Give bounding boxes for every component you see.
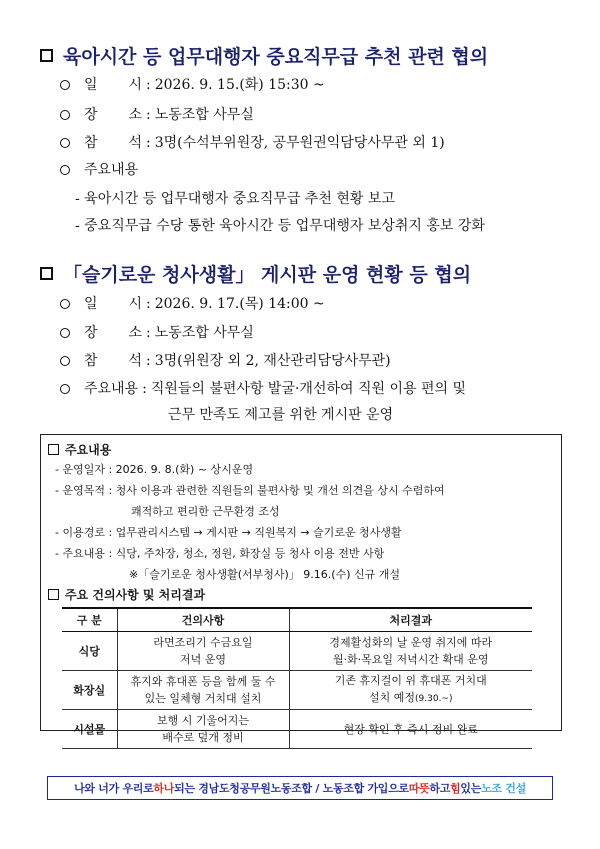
section-title-2-text: 「슬기로운 청사생활」 게시판 운영 현황 등 협의 [63,264,472,286]
circle-bullet-icon [60,110,70,120]
place-label: 장 소 [84,107,142,123]
checkbox-square-icon [40,267,53,280]
meeting2-date-value: 2026. 9. 17.(목) 14:00 ~ [154,296,325,312]
circle-bullet-icon [60,138,70,148]
box-line-4: - 이용경로 : 업무관리시스템 → 게시판 → 직원복지 → 슬기로운 청사생활 [55,526,402,539]
meeting1-attend-row: 참 석 : 3명(수석부위원장, 공무원권익담당사무관 외 1) [60,133,445,153]
meeting1-attend-value: 3명(수석부위원장, 공무원권익담당사무관 외 1) [154,135,445,151]
row-category: 시설물 [62,710,117,749]
row-category: 식당 [62,632,117,671]
meeting2-content-value-1: 직원들의 불편사항 발굴·개선하여 직원 이용 편의 및 [150,381,466,397]
footer-slogan: 나와 너가 우리로 하나 되는 경남도청공무원노동조합 / 노동조합 가입으로 따뜻 하고 힘 있는 노조 건설 [47,776,553,800]
meeting1-content-row [60,160,138,180]
meeting2-place-row: 장 소 : 노동조합 사무실 [60,323,254,343]
table-row [62,671,532,710]
row-request: 보행 시 기울어지는 배수로 덮개 정비 [117,710,289,749]
meeting1-item-2: - 중요직무급 수당 통한 육아시간 등 업무대행자 보상취지 홍보 강화 [75,218,485,234]
checkbox-square-icon [40,49,53,62]
meeting2-place-value: 노동조합 사무실 [154,325,254,341]
box-heading-1: 주요내용 [48,441,111,458]
results-table [62,607,532,749]
row-category: 화장실 [62,671,117,710]
col-result: 처리결과 [289,608,532,632]
date-label: 일 시 [84,77,142,93]
date-label: 일 시 [84,296,142,312]
section-title-1-text: 육아시간 등 업무대행자 중요직무급 추천 관련 협의 [63,46,489,68]
col-category: 구 분 [62,608,117,632]
circle-bullet-icon [60,165,70,175]
content-label: 주요내용 [84,381,139,397]
box-heading-2: 주요 건의사항 및 처리결과 [48,586,205,603]
box-line-1: - 운영일자 : 2026. 9. 8.(화) ~ 상시운영 [55,463,254,476]
checkbox-square-icon [48,444,59,455]
row-result: 경제활성화의 날 운영 취지에 따라 월·화·목요일 저녁시간 확대 운영 [289,632,532,671]
circle-bullet-icon [60,328,70,338]
row-result: 현장 확인 후 즉시 정비 완료 [289,710,532,749]
meeting1-place-row: 장 소 : 노동조합 사무실 [60,105,254,125]
row-request: 휴지와 휴대폰 등을 함께 둘 수 있는 일체형 거치대 설치 [117,671,289,710]
meeting1-place-value: 노동조합 사무실 [154,107,254,123]
meeting2-attend-row: 참 석 : 3명(위원장 외 2, 재산관리담당사무관) [60,351,391,371]
section-title-1 [40,42,488,69]
box-line-5: - 주요내용 : 식당, 주차장, 청소, 정원, 화장실 등 청사 이용 전반 사항 [55,547,385,560]
box-line-3: 쾌적하고 편리한 근무환경 조성 [131,505,280,518]
box-note: ※「슬기로운 청사생활(서부청사)」 9.16.(수) 신규 개설 [129,568,400,581]
meeting1-date-row: 일 시 : 2026. 9. 15.(화) 15:30 ~ [60,75,325,95]
box-line-2: - 운영목적 : 청사 이용과 관련한 직원들의 불편사항 및 개선 의견을 상시 수렴하여 [55,484,445,497]
table-header-row [62,608,532,632]
meeting2-content-row: 주요내용 : 직원들의 불편사항 발굴·개선하여 직원 이용 편의 및 [60,379,466,399]
section-title-2 [40,260,471,287]
col-request: 건의사항 [117,608,289,632]
circle-bullet-icon [60,356,70,366]
checkbox-square-icon [48,589,59,600]
circle-bullet-icon [60,384,70,394]
content-label: 주요내용 [84,162,139,178]
row-result: 기존 휴지걸이 위 휴대폰 거치대 설치 예정(9.30.~) [289,671,532,710]
circle-bullet-icon [60,299,70,309]
meeting1-date-value: 2026. 9. 15.(화) 15:30 ~ [154,77,325,93]
place-label: 장 소 [84,325,142,341]
table-row [62,632,532,671]
meeting1-item-1: - 육아시간 등 업무대행자 중요직무급 추천 현황 보고 [75,191,395,207]
meeting2-content-value-2: 근무 만족도 제고를 위한 게시판 운영 [168,407,394,423]
attend-label: 참 석 [84,353,142,369]
circle-bullet-icon [60,80,70,90]
row-request: 라면조리기 수금요일 저녁 운영 [117,632,289,671]
attend-label: 참 석 [84,135,142,151]
meeting2-attend-value: 3명(위원장 외 2, 재산관리담당사무관) [154,353,391,369]
table-row [62,710,532,749]
meeting2-date-row: 일 시 : 2026. 9. 17.(목) 14:00 ~ [60,294,325,314]
